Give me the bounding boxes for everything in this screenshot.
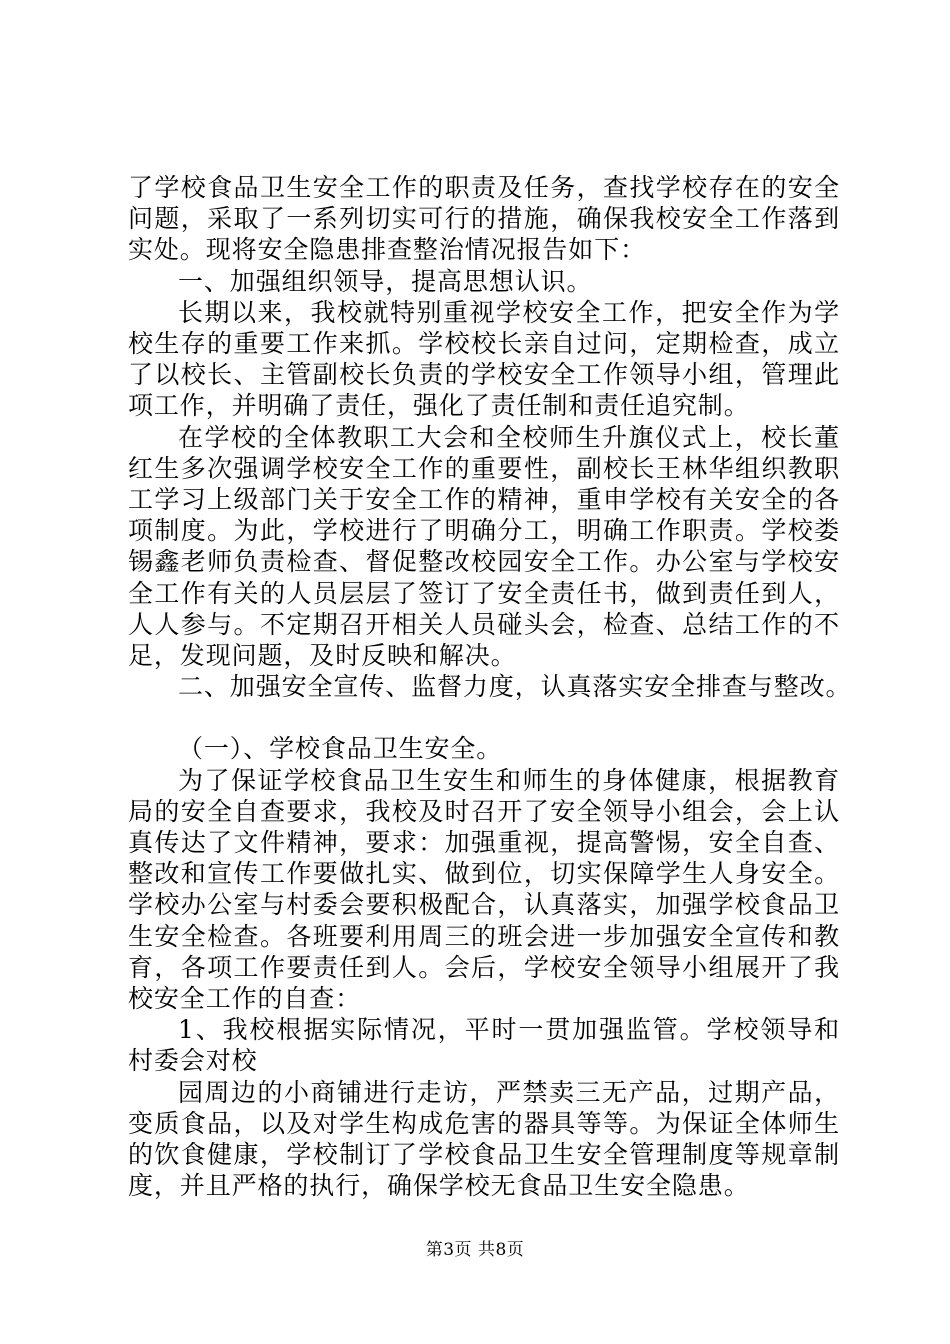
page-number-footer: 第3页 共8页 (425, 1240, 525, 1260)
paragraph-staff-meeting: 在学校的全体教职工大会和全校师生升旗仪式上，校长董红生多次强调学校安全工作的重要性，副校长王林华组织教职工学习上级部门关于安全工作的精神，重申学校有关安全的各项制度。为此，学校进行了明确分工，明确工作职责。学校娄锡鑫老师负责检查、督促整改校园安全工作。办公室与学校安全工作有关的人员层层了签订了安全责任书，做到责任到人，人人参与。不定期召开相关人员碰头会，检查、总结工作的不足，发现问题，及时反映和解决。 (128, 422, 840, 671)
section-heading-publicity: 二、加强安全宣传、监督力度，认真落实安全排查与整改。 (178, 672, 852, 702)
subsection-heading-food-safety: （一）、学校食品卫生安全。 (178, 734, 503, 764)
paragraph-food-safety-meeting: 为了保证学校食品卫生安生和师生的身体健康，根据教育局的安全自查要求，我校及时召开了安全领导小组会，会上认真传达了文件精神，要求：加强重视，提高警惕，安全自查、整改和宣传工作要做扎实、做到位，切实保障学生人身安全。学校办公室与村委会要积极配合，认真落实，加强学校食品卫生安全检查。各班要利用周三的班会进一步加强安全宣传和教育，各项工作要责任到人。会后，学校安全领导小组展开了我校安全工作的自查： (128, 765, 840, 1014)
paragraph-shop-inspection: 园周边的小商铺进行走访，严禁卖三无产品，过期产品，变质食品，以及对学生构成危害的器具等等。为保证全体师生的饮食健康，学校制订了学校食品卫生安全管理制度等规章制度，并且严格的执行，确保学校无食品卫生安全隐患。 (128, 1077, 840, 1201)
paragraph-long-term-focus: 长期以来，我校就特别重视学校安全工作，把安全作为学校生存的重要工作来抓。学校校长亲自过问，定期检查，成立了以校长、主管副校长负责的学校安全工作领导小组，管理此项工作，并明确了责任，强化了责任制和责任追究制。 (128, 297, 840, 421)
section-heading-organization: 一、加强组织领导，提高思想认识。 (178, 266, 593, 296)
list-item-1: 1、我校根据实际情况，平时一贯加强监管。学校领导和村委会对校 (128, 1015, 840, 1076)
paragraph-intro-continuation: 了学校食品卫生安全工作的职责及任务，查找学校存在的安全问题，采取了一系列切实可行的措施，确保我校安全工作落到实处。现将安全隐患排查整治情况报告如下： (128, 173, 840, 265)
document-body (128, 172, 852, 1202)
